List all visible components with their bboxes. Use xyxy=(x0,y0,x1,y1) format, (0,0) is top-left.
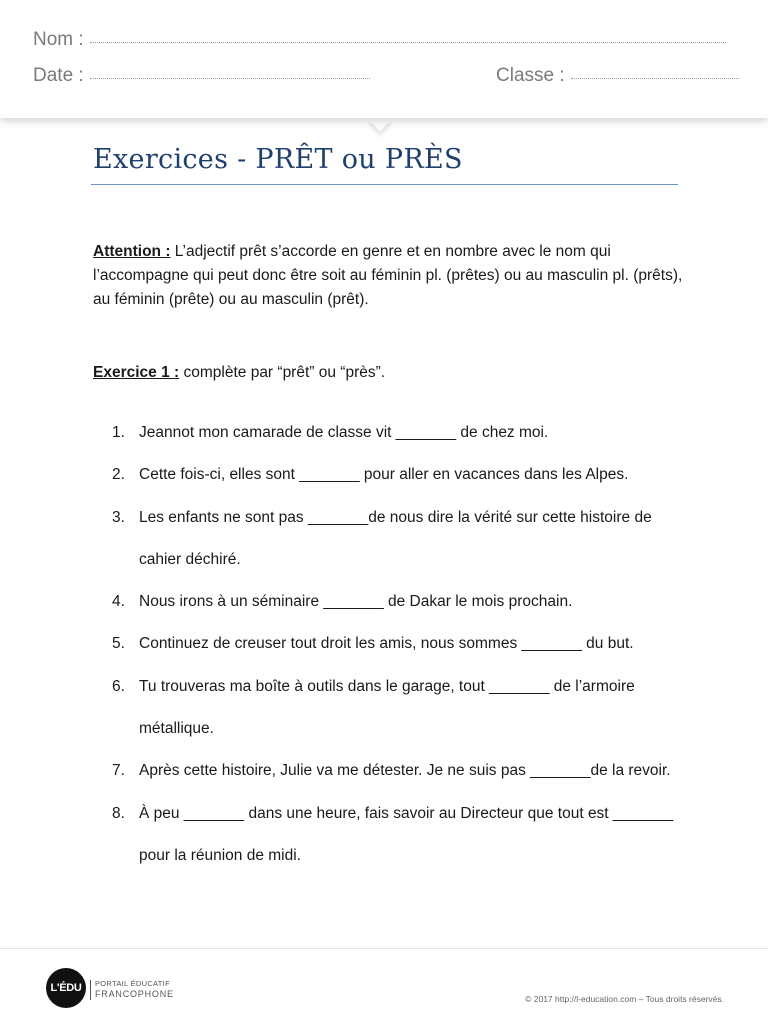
exercise-item xyxy=(112,412,712,454)
item-line: Jeannot mon camarade de classe vit _______ de chez moi. xyxy=(139,424,549,441)
exercise-label: Exercice 1 : xyxy=(93,364,180,381)
item-line: Tu trouveras ma boîte à outils dans le garage, tout _______ de l’armoire xyxy=(139,677,635,695)
item-text xyxy=(139,454,709,496)
item-line: Continuez de creuser tout droit les amis, nous sommes _______ du but. xyxy=(139,635,634,653)
date-label: Date : xyxy=(33,65,84,86)
exercise-item xyxy=(112,581,712,623)
class-dotted-line[interactable] xyxy=(571,77,739,79)
item-line: Les enfants ne sont pas _______de nous dire la vérité sur cette histoire de xyxy=(139,508,652,526)
page-title: Exercices - PRÊT ou PRÈS xyxy=(93,144,463,175)
logo-separator xyxy=(90,980,91,1000)
item-number: 2. xyxy=(112,466,125,484)
item-line: pour la réunion de midi. xyxy=(139,846,301,864)
exercise-instruction: complète par “prêt” ou “près”. xyxy=(179,364,386,381)
name-label: Nom : xyxy=(33,29,84,50)
item-line: À peu _______ dans une heure, fais savoir au Directeur que tout est _______ xyxy=(139,804,674,822)
attention-label: Attention : xyxy=(93,243,171,260)
portal-line-1: PORTAIL ÉDUCATIF xyxy=(95,979,170,988)
item-line: Nous irons à un séminaire _______ de Dakar le mois prochain. xyxy=(139,593,573,611)
date-dotted-line[interactable] xyxy=(90,77,370,79)
attention-text: L’adjectif prêt s’accorde en genre et en nombre avec le nom qui l’accompagne qui peut donc être soit au féminin pl. (prêtes) ou au masculin pl. (prêts), au féminin (prête) ou au masculin (prêt). xyxy=(93,243,683,308)
item-number: 3. xyxy=(112,508,125,526)
item-number: 5. xyxy=(112,635,125,653)
class-label: Classe : xyxy=(496,65,565,86)
item-number: 7. xyxy=(112,762,125,780)
ledu-logo: L'ÉDU xyxy=(46,968,86,1008)
item-text xyxy=(139,412,709,454)
date-field[interactable] xyxy=(33,65,370,87)
class-field[interactable] xyxy=(496,65,739,87)
item-line: Cette fois-ci, elles sont _______ pour aller en vacances dans les Alpes. xyxy=(139,466,629,484)
item-number: 8. xyxy=(112,804,125,822)
item-text xyxy=(139,623,709,665)
worksheet-header xyxy=(0,0,768,118)
exercise-list xyxy=(112,412,712,877)
portal-label xyxy=(95,978,174,1000)
copyright-text: © 2017 http://l-education.com – Tous droits réservés. xyxy=(525,994,724,1004)
exercise-item xyxy=(112,666,712,751)
exercise-heading xyxy=(93,361,693,385)
name-dotted-line[interactable] xyxy=(90,41,726,43)
attention-paragraph xyxy=(93,240,693,312)
exercise-item xyxy=(112,454,712,496)
item-text xyxy=(139,497,709,582)
item-number: 6. xyxy=(112,677,125,695)
item-text xyxy=(139,581,709,623)
name-field[interactable] xyxy=(33,29,726,51)
item-text xyxy=(139,793,709,878)
item-line: Après cette histoire, Julie va me détester. Je ne suis pas _______de la revoir. xyxy=(139,762,671,780)
item-line: cahier déchiré. xyxy=(139,550,241,568)
footer-divider xyxy=(0,948,768,949)
item-text xyxy=(139,750,709,792)
item-number: 1. xyxy=(112,424,125,441)
portal-line-2: FRANCOPHONE xyxy=(95,989,174,999)
exercise-item xyxy=(112,750,712,792)
exercise-item xyxy=(112,623,712,665)
item-number: 4. xyxy=(112,593,125,611)
exercise-item xyxy=(112,497,712,582)
item-text xyxy=(139,666,709,751)
exercise-item xyxy=(112,793,712,878)
item-line: métallique. xyxy=(139,720,214,738)
title-underline xyxy=(91,184,678,185)
